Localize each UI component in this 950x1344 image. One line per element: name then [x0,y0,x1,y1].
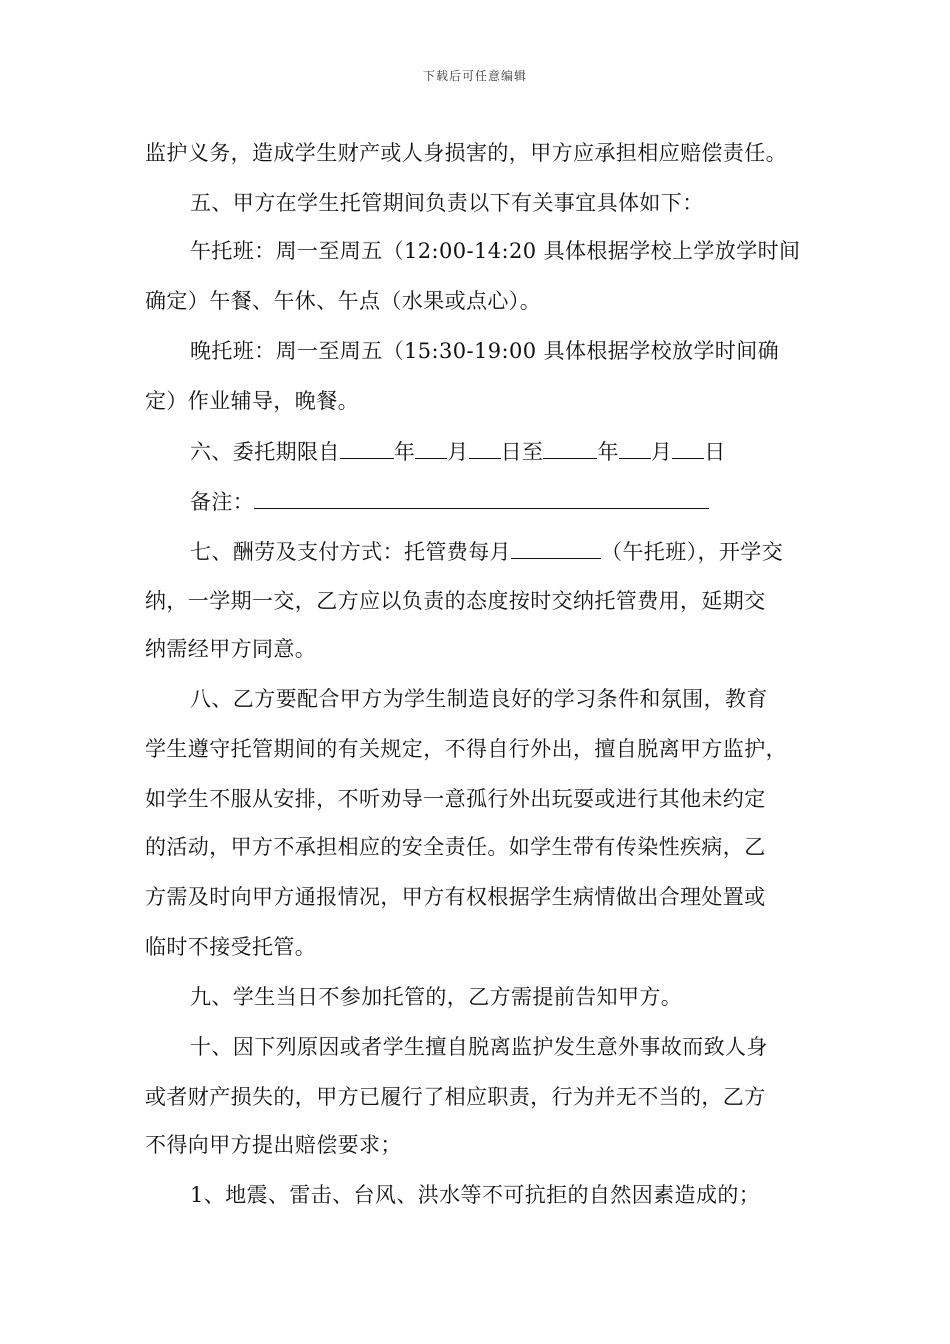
paragraph-line: 如学生不服从安排，不听劝导一意孤行外出玩耍或进行其他未约定 [145,787,766,811]
paragraph-line: 纳需经甲方同意。 [145,637,317,661]
blank-field[interactable] [340,436,394,459]
paragraph-line: 方需及时向甲方通报情况，甲方有权根据学生病情做出合理处置或 [145,885,766,909]
paragraph-line: 不得向甲方提出赔偿要求； [145,1133,402,1157]
paragraph-line: 临时不接受托管。 [145,935,317,959]
period-line [190,436,726,467]
paragraph-line: 或者财产损失的，甲方已履行了相应职责，行为并无不当的，乙方 [145,1085,766,1109]
period-prefix: 六、委托期限自 [190,440,340,464]
blank-field[interactable] [619,436,651,459]
paragraph-line: 监护义务，造成学生财产或人身损害的，甲方应承担相应赔偿责任。 [145,141,787,165]
paragraph-line: 确定）午餐、午休、午点（水果或点心）。 [145,289,542,313]
payment-suffix: （午托班），开学交 [601,540,784,564]
blank-field[interactable] [672,436,704,459]
paragraph-line: 十、因下列原因或者学生擅自脱离监护发生意外事故而致人身 [190,1035,768,1059]
paragraph-line: 晚托班：周一至周五（15:30-19:00 具体根据学校放学时间确 [190,339,780,363]
page-header: 下载后可任意编辑 [422,69,527,83]
paragraph-line: 的活动，甲方不承担相应的安全责任。如学生带有传染性疾病，乙 [145,835,766,859]
paragraph-line: 五、甲方在学生托管期间负责以下有关事宜具体如下： [190,191,704,215]
paragraph-line: 定）作业辅导，晚餐。 [145,389,359,413]
payment-line [190,536,783,567]
blank-field[interactable] [415,436,447,459]
payment-prefix: 七、酬劳及支付方式：托管费每月 [190,540,511,564]
blank-field[interactable] [469,436,501,459]
paragraph-line: 八、乙方要配合甲方为学生制造良好的学习条件和氛围，教育 [190,687,768,711]
period-unit: 月 [650,440,673,464]
paragraph-line: 九、学生当日不参加托管的，乙方需提前告知甲方。 [190,985,683,1009]
paragraph-line: 纳，一学期一交，乙方应以负责的态度按时交纳托管费用，延期交 [145,589,766,613]
blank-field[interactable] [543,436,597,459]
period-unit: 日 [704,440,726,464]
paragraph-line: 学生遵守托管期间的有关规定，不得自行外出，擅自脱离甲方监护， [145,737,787,761]
period-unit: 日至 [500,440,544,464]
payment-blank-field[interactable] [511,536,601,559]
paragraph-line: 午托班：周一至周五（12:00-14:20 具体根据学校上学放学时间 [190,239,801,263]
remark-blank-field[interactable] [254,486,709,509]
paragraph-line: 1、地震、雷击、台风、洪水等不可抗拒的自然因素造成的； [190,1183,761,1207]
remark-label: 备注： [190,490,255,514]
period-unit: 年 [597,440,619,464]
period-unit: 月 [447,440,469,464]
period-unit: 年 [393,440,416,464]
remark-line [190,486,709,517]
